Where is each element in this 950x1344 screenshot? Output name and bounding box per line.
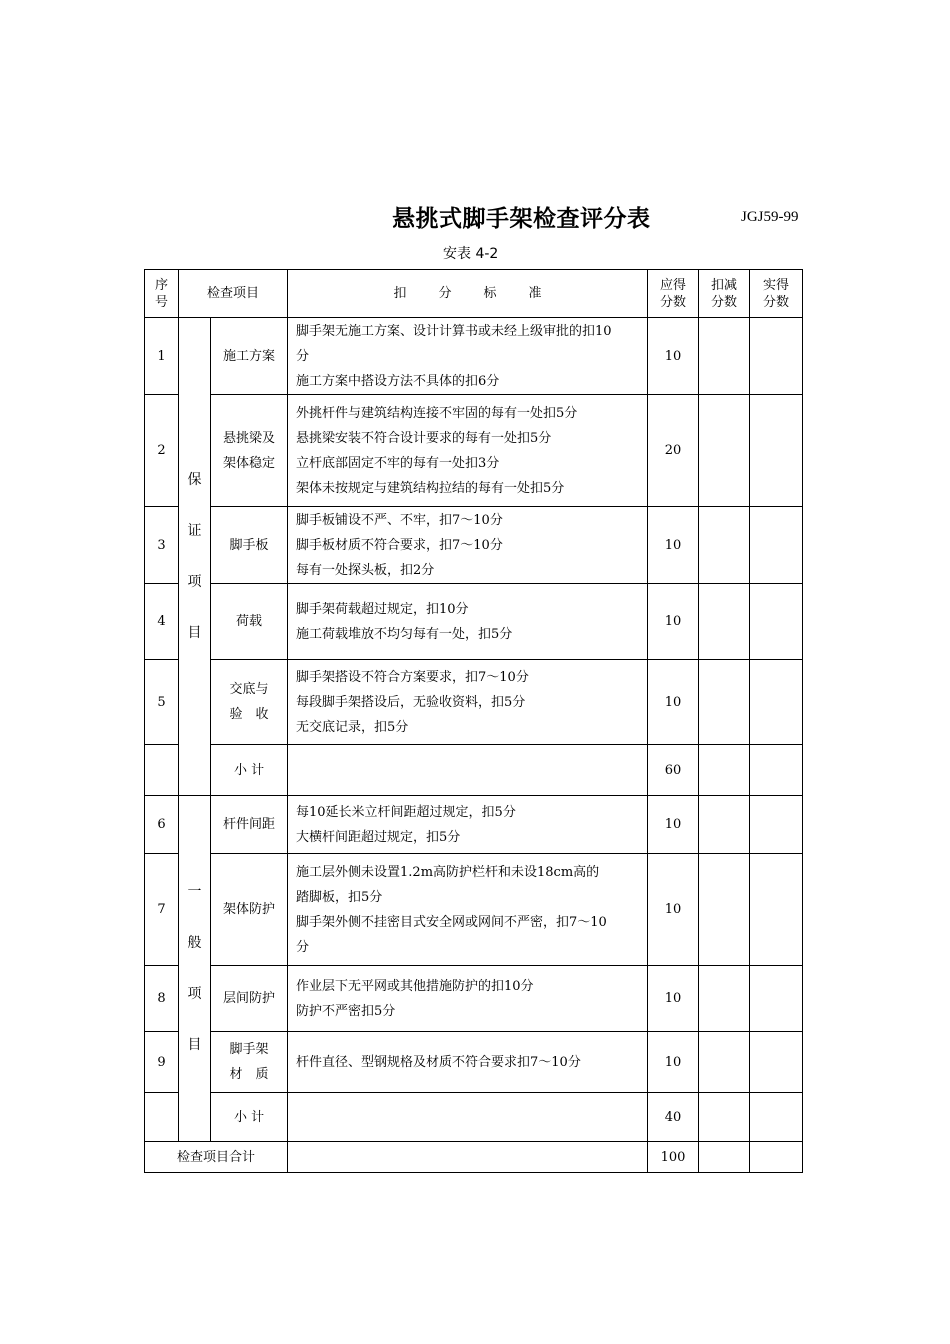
deduction-criteria: 施工层外侧未设置1.2m高防护栏杆和未设18cm高的 踏脚板，扣5分 脚手架外侧不挂密目式安全网或网间不严密，扣7～10 分 <box>288 854 648 966</box>
table-row <box>145 395 803 507</box>
check-item: 交底与 验 收 <box>211 660 288 745</box>
check-item: 脚手板 <box>211 507 288 584</box>
actual-score[interactable] <box>750 395 803 507</box>
check-item: 小 计 <box>211 1093 288 1142</box>
row-number: 6 <box>145 796 179 854</box>
due-score: 40 <box>648 1093 699 1142</box>
table-row <box>145 796 803 854</box>
row-number <box>145 1093 179 1142</box>
total-row <box>145 1142 803 1173</box>
document-title: 悬挑式脚手架检查评分表 <box>392 206 651 232</box>
row-number <box>145 745 179 796</box>
deduct-score[interactable] <box>699 796 750 854</box>
actual-score[interactable] <box>750 660 803 745</box>
header-actual-score: 实得 分数 <box>750 270 803 318</box>
total-deduct-score[interactable] <box>699 1142 750 1173</box>
table-row <box>145 660 803 745</box>
total-label: 检查项目合计 <box>145 1142 288 1173</box>
deduction-criteria <box>288 745 648 796</box>
actual-score[interactable] <box>750 584 803 660</box>
deduction-criteria: 脚手架无施工方案、设计计算书或未经上级审批的扣10 分 施工方案中搭设方法不具体的扣6分 <box>288 318 648 395</box>
due-score: 60 <box>648 745 699 796</box>
deduction-criteria: 脚手架荷载超过规定，扣10分 施工荷载堆放不均匀每有一处，扣5分 <box>288 584 648 660</box>
header-seq: 序 号 <box>145 270 179 318</box>
deduction-criteria: 脚手板铺设不严、不牢，扣7～10分 脚手板材质不符合要求，扣7～10分 每有一处探头板，扣2分 <box>288 507 648 584</box>
check-item: 施工方案 <box>211 318 288 395</box>
deduction-criteria: 每10延长米立杆间距超过规定，扣5分 大横杆间距超过规定，扣5分 <box>288 796 648 854</box>
group-general: 一 般 项 目 <box>179 796 211 1142</box>
deduction-criteria: 作业层下无平网或其他措施防护的扣10分 防护不严密扣5分 <box>288 966 648 1032</box>
total-actual-score[interactable] <box>750 1142 803 1173</box>
check-item: 荷载 <box>211 584 288 660</box>
deduct-score[interactable] <box>699 318 750 395</box>
due-score: 10 <box>648 854 699 966</box>
due-score: 20 <box>648 395 699 507</box>
deduction-criteria: 外挑杆件与建筑结构连接不牢固的每有一处扣5分 悬挑梁安装不符合设计要求的每有一处扣5分 立杆底部固定不牢的每有一处扣3分 架体未按规定与建筑结构拉结的每有一处扣5分 <box>288 395 648 507</box>
actual-score[interactable] <box>750 966 803 1032</box>
check-item: 架体防护 <box>211 854 288 966</box>
group-guarantee: 保 证 项 目 <box>179 318 211 796</box>
header-deduct-score: 扣减 分数 <box>699 270 750 318</box>
form-number: 安表 4-2 <box>443 246 499 262</box>
total-criteria <box>288 1142 648 1173</box>
due-score: 10 <box>648 584 699 660</box>
row-number: 5 <box>145 660 179 745</box>
actual-score[interactable] <box>750 507 803 584</box>
table-row <box>145 1032 803 1093</box>
actual-score[interactable] <box>750 1093 803 1142</box>
actual-score[interactable] <box>750 854 803 966</box>
header-item: 检查项目 <box>179 270 288 318</box>
table-header-row <box>145 270 803 318</box>
deduction-criteria <box>288 1093 648 1142</box>
actual-score[interactable] <box>750 745 803 796</box>
deduct-score[interactable] <box>699 584 750 660</box>
actual-score[interactable] <box>750 1032 803 1093</box>
check-item: 悬挑梁及 架体稳定 <box>211 395 288 507</box>
due-score: 10 <box>648 966 699 1032</box>
row-number: 9 <box>145 1032 179 1093</box>
deduct-score[interactable] <box>699 1032 750 1093</box>
subtotal-row <box>145 745 803 796</box>
row-number: 1 <box>145 318 179 395</box>
header-due-score: 应得 分数 <box>648 270 699 318</box>
deduction-criteria: 脚手架搭设不符合方案要求，扣7～10分 每段脚手架搭设后，无验收资料，扣5分 无交底记录，扣5分 <box>288 660 648 745</box>
inspection-score-table <box>144 269 803 1173</box>
due-score: 10 <box>648 318 699 395</box>
table-row <box>145 966 803 1032</box>
total-due-score: 100 <box>648 1142 699 1173</box>
due-score: 10 <box>648 660 699 745</box>
actual-score[interactable] <box>750 796 803 854</box>
deduct-score[interactable] <box>699 745 750 796</box>
header-standard: 扣 分 标 准 <box>288 270 648 318</box>
check-item: 层间防护 <box>211 966 288 1032</box>
standard-code: JGJ59-99 <box>741 209 799 225</box>
deduct-score[interactable] <box>699 966 750 1032</box>
row-number: 8 <box>145 966 179 1032</box>
check-item: 小 计 <box>211 745 288 796</box>
deduct-score[interactable] <box>699 660 750 745</box>
table-row <box>145 854 803 966</box>
table-row <box>145 318 803 395</box>
row-number: 2 <box>145 395 179 507</box>
row-number: 3 <box>145 507 179 584</box>
subtotal-row <box>145 1093 803 1142</box>
deduct-score[interactable] <box>699 395 750 507</box>
table-row <box>145 507 803 584</box>
actual-score[interactable] <box>750 318 803 395</box>
row-number: 4 <box>145 584 179 660</box>
table-row <box>145 584 803 660</box>
row-number: 7 <box>145 854 179 966</box>
due-score: 10 <box>648 507 699 584</box>
deduction-criteria: 杆件直径、型钢规格及材质不符合要求扣7～10分 <box>288 1032 648 1093</box>
due-score: 10 <box>648 796 699 854</box>
check-item: 脚手架 材 质 <box>211 1032 288 1093</box>
due-score: 10 <box>648 1032 699 1093</box>
check-item: 杆件间距 <box>211 796 288 854</box>
deduct-score[interactable] <box>699 854 750 966</box>
deduct-score[interactable] <box>699 1093 750 1142</box>
deduct-score[interactable] <box>699 507 750 584</box>
